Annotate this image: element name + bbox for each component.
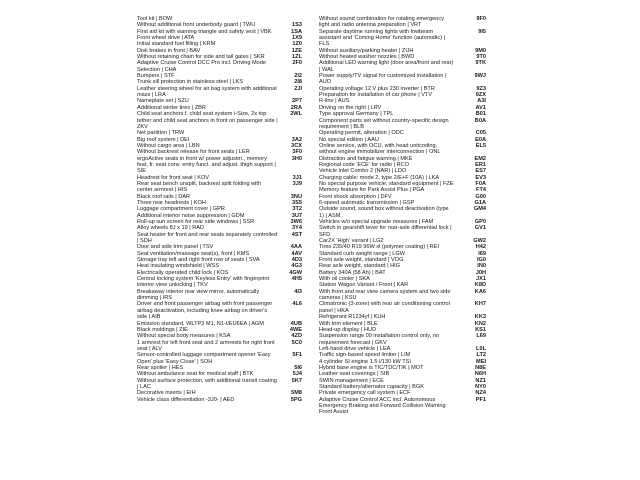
- equipment-description: Driver and front passenger airbag with front passenger airbag deactivation, including knee airbag on driver's side | AIB: [137, 301, 273, 321]
- equipment-code: 3W6: [290, 219, 302, 225]
- equipment-description: With oil cooler | SKA: [319, 276, 370, 283]
- equipment-code: 3U7: [291, 212, 302, 219]
- equipment-code: 1ZL: [292, 54, 302, 61]
- equipment-description: Nameplate set | SZU: [137, 98, 189, 105]
- equipment-description: Operating permit, alteration | ODC: [319, 130, 404, 137]
- equipment-code: 4ZD: [291, 333, 302, 340]
- equipment-code: 2F0: [292, 60, 302, 67]
- equipment-code: 2RA: [290, 104, 302, 111]
- equipment-code: FT4: [476, 187, 486, 194]
- equipment-code: 9ZX: [475, 92, 486, 99]
- equipment-code: 5PG: [290, 396, 302, 403]
- equipment-code: 5I6: [294, 364, 302, 371]
- equipment-description: Additional LED warning light (door area/front and rear) | WAL: [319, 60, 454, 73]
- equipment-code: C05: [475, 130, 486, 137]
- equipment-description: Initial standard fuel filling | KRM: [137, 41, 216, 48]
- equipment-code: B01: [475, 111, 486, 118]
- equipment-code: L69: [476, 333, 486, 340]
- equipment-row: [319, 16, 488, 29]
- equipment-row: [137, 60, 304, 73]
- equipment-description: Without auxiliary/parking heater | ZUH: [319, 47, 414, 54]
- equipment-description: With front and rear view camera system and two side cameras | KSU: [319, 288, 451, 302]
- equipment-code: 9T0: [476, 54, 486, 61]
- equipment-code: 4H5: [291, 276, 302, 283]
- equipment-code: 4AV: [291, 250, 302, 257]
- equipment-code: 2WL: [290, 111, 302, 118]
- equipment-code: 3F0: [292, 149, 302, 156]
- equipment-code: 2P7: [292, 98, 302, 105]
- equipment-description: No special purpose vehicle, standard equipment | FZE: [319, 180, 454, 187]
- equipment-row: [319, 301, 488, 314]
- equipment-description: Separate daytime running lights with lowbeam assistant and 'Coming Home' function (automatic) | FLS: [319, 28, 446, 48]
- equipment-description: Without ambulance seat for medical staff | BTK: [137, 371, 254, 378]
- equipment-description: Station Wagon Variant / Front | KAR: [319, 282, 409, 289]
- equipment-description: Operating voltage 12 V plus 230 inverter | BTR: [319, 85, 435, 92]
- equipment-row: [137, 232, 304, 245]
- equipment-description: Rear spoiler | HES: [137, 364, 184, 371]
- equipment-description: Preparation for installation of car phone | VTV: [319, 92, 433, 99]
- equipment-row: [137, 181, 304, 194]
- equipment-code: 4D3: [291, 257, 302, 264]
- equipment-code: NY0: [475, 383, 486, 390]
- equipment-description: No special edition | AAU: [319, 136, 379, 143]
- equipment-description: Central locking system 'Keyless Entry' with fingerprint interior-view unlocking | TKV: [137, 276, 270, 289]
- equipment-description: Suspension range 09 installation control only, no requirement forecast | GKV: [319, 333, 439, 346]
- equipment-row: [319, 143, 488, 156]
- equipment-row: [137, 111, 304, 130]
- equipment-description: 6-speed automatic transmission | GSP: [319, 199, 415, 206]
- equipment-description: Vehicle inlet Combo 2 (NAR) | LDO: [319, 168, 407, 175]
- equipment-description: Black moldings | ZIE: [137, 326, 188, 333]
- equipment-description: Outside sound, sound box without deactivation (type 1) | ASM: [319, 206, 449, 219]
- equipment-code: L0L: [476, 345, 486, 352]
- equipment-code: JX1: [476, 276, 486, 283]
- equipment-description: Without surface protection, with additional transit coating | LAC: [137, 377, 277, 390]
- equipment-description: Without cargo area | LBN: [137, 142, 200, 149]
- equipment-description: Roll-up sun screen for rear side windows | SSR: [137, 219, 255, 225]
- equipment-code: 9I5: [478, 28, 486, 35]
- equipment-description: Power supply/TV signal for customized installation | AUO: [319, 73, 447, 86]
- equipment-description: Alloy wheels 8J x 19 | RAD: [137, 225, 205, 232]
- equipment-row: [319, 333, 488, 346]
- equipment-description: Tool kit | BOW: [137, 16, 173, 22]
- equipment-description: Front axle weight, standard | VOG: [319, 257, 404, 264]
- equipment-row: [319, 397, 488, 416]
- equipment-description: Additional winter tires | ZBR: [137, 104, 206, 111]
- equipment-description: Without sound combination for rotating emergency light and radio antenna preparation | VRT: [319, 16, 444, 29]
- equipment-description: Battery 340A (58 Ah) | BAT: [319, 269, 386, 276]
- equipment-code: 9WJ: [474, 73, 486, 80]
- equipment-row: [137, 352, 304, 365]
- equipment-code: NZ4: [475, 390, 486, 397]
- equipment-description: Memory feature for Park Assist Plus | PGA: [319, 187, 425, 194]
- equipment-description: Car2X 'High' variant | LG2: [319, 238, 384, 245]
- equipment-code: KK3: [474, 314, 486, 321]
- equipment-code: 1S3: [292, 22, 302, 29]
- equipment-code: 4GW: [289, 269, 302, 276]
- equipment-description: First aid kit with warning triangle and safety vest | VBK: [137, 28, 272, 35]
- equipment-description: Without special body measures | KSA: [137, 333, 231, 340]
- equipment-description: Standard battery/alternator capacity | BGK: [319, 383, 424, 390]
- equipment-code: 5K7: [291, 377, 302, 384]
- equipment-code: 4WE: [289, 326, 302, 333]
- equipment-description: Big roof system | DEI: [137, 136, 190, 143]
- equipment-description: Front wheel drive | ATA: [137, 35, 195, 42]
- equipment-description: Additional interior noise suppression | GDM: [137, 212, 245, 219]
- equipment-code: GV1: [474, 225, 486, 232]
- equipment-row: [137, 289, 304, 302]
- equipment-code: LT2: [476, 352, 486, 359]
- equipment-code: 3T2: [292, 206, 302, 213]
- equipment-row: [137, 397, 304, 403]
- equipment-column-left: [137, 16, 304, 403]
- equipment-description: R-line | AUS: [319, 98, 350, 105]
- equipment-description: Adaptive Cruise Control ACC incl. Autonomous Emergency Braking and Forward Collision Warning Front Assist: [319, 396, 446, 416]
- equipment-code: 9TK: [475, 60, 486, 67]
- equipment-description: Switch in gearshift lever for rear-axle differential lock | SFD: [319, 225, 452, 238]
- equipment-description: Traffic sign-based speed limiter | LIM: [319, 352, 411, 359]
- equipment-code: ES7: [475, 168, 486, 175]
- equipment-code: 5F1: [292, 352, 302, 359]
- equipment-code: PF1: [475, 396, 486, 403]
- equipment-code: EL5: [475, 142, 486, 149]
- equipment-row: [319, 289, 488, 302]
- equipment-description: Three rear headrests | KOH: [137, 199, 206, 206]
- equipment-code: 4G3: [291, 263, 302, 270]
- equipment-description: Leather steering wheel for air bag system with additional mass | LRA: [137, 85, 277, 99]
- equipment-description: Seat heater for front and rear seats separately controlled | SDH: [137, 231, 278, 245]
- equipment-code: KN2: [474, 320, 486, 327]
- equipment-description: Online service, with OCU, with head unitcoding, without engine immobilizer interconnection | ONL: [319, 142, 441, 156]
- equipment-description: Without retaining chain for side and tail gates | SKR: [137, 54, 265, 61]
- equipment-column-right: [319, 16, 488, 416]
- equipment-code: 3J9: [292, 180, 302, 187]
- equipment-code: B0A: [474, 117, 486, 124]
- equipment-description: Climatronic (3-zone) with rear air conditioning control panel | HKA: [319, 301, 450, 314]
- equipment-code: 3NU: [290, 193, 302, 200]
- equipment-code: 9Z3: [476, 85, 486, 92]
- equipment-row: [319, 29, 488, 48]
- equipment-row: [137, 340, 304, 353]
- equipment-description: Trunk sill protection in stainless steel | LKS: [137, 79, 244, 86]
- equipment-code: E0A: [475, 136, 486, 143]
- equipment-description: Private emergency call system | ECF: [319, 390, 411, 397]
- equipment-description: SWIN management | ECE: [319, 377, 384, 384]
- equipment-description: Standard curb weight range | LGW: [319, 250, 406, 257]
- equipment-description: Disk brakes in front | BAV: [137, 47, 201, 54]
- equipment-code: 3J1: [292, 174, 302, 181]
- equipment-code: 3A2: [291, 136, 302, 143]
- equipment-description: Distraction and fatigue warning | MKE: [319, 155, 413, 162]
- equipment-code: KS1: [475, 326, 486, 333]
- equipment-code: AV1: [475, 104, 486, 111]
- equipment-code: N6H: [474, 371, 486, 378]
- equipment-row: [137, 276, 304, 289]
- equipment-code: 9F0: [476, 16, 486, 22]
- equipment-description: Refrigerant R1234yf | KUH: [319, 314, 386, 321]
- equipment-description: Emission standard, WLTP3 M1, N1-I/EU6EA | AGM: [137, 320, 264, 327]
- equipment-description: Component parts set without country-specific design requirement | BLB: [319, 117, 449, 130]
- equipment-code: 1Z0: [292, 41, 302, 48]
- equipment-description: Rear axle weight, standard | HIG: [319, 263, 401, 270]
- equipment-description: Bumpers | STF: [137, 73, 175, 80]
- equipment-description: Rear seat bench unsplit, backrest split folding with center armrest | HIS: [137, 180, 262, 194]
- equipment-description: Door and side trim panel | TSV: [137, 244, 214, 251]
- equipment-description: Leather seat coverings | SIB: [319, 371, 390, 378]
- equipment-code: K8D: [474, 282, 486, 289]
- equipment-description: Front shock absorption | DFV: [319, 193, 392, 200]
- equipment-description: Tires 235/40 R19 96W xl (polymer coating) | REI: [319, 244, 440, 251]
- equipment-description: Without heated washer nozzles | BWD: [319, 54, 415, 61]
- equipment-row: [319, 73, 488, 86]
- equipment-code: ER1: [475, 161, 486, 168]
- equipment-description: Left-hand drive vehicle | LEA: [319, 345, 391, 352]
- equipment-description: Heat insulating windshield | WSS: [137, 263, 219, 270]
- equipment-description: ergoActive seats in front w/ power adjustm., memory feat, fr. seat conv. entry funct. and adjust. thigh support | SIE: [137, 155, 276, 175]
- equipment-code: 3Y4: [292, 225, 302, 232]
- equipment-description: Electrically operated child lock | KOS: [137, 269, 229, 276]
- equipment-code: 2I8: [294, 79, 302, 86]
- equipment-code: G00: [475, 193, 486, 200]
- equipment-description: Head-up display | HUD: [319, 326, 377, 333]
- equipment-description: Sensor-controlled luggage compartment opener 'Easy Open' plus 'Easy Close' | SOH: [137, 352, 271, 365]
- equipment-code: KH7: [474, 301, 486, 308]
- equipment-code: 2JI: [294, 85, 302, 92]
- equipment-description: Vehicles w/o special upgrade measures | FAM: [319, 219, 434, 225]
- equipment-row: [137, 156, 304, 175]
- equipment-description: Driving on the right | LRV: [319, 104, 382, 111]
- equipment-description: Vehicle class differentiation -3J0- | AED: [137, 396, 235, 403]
- equipment-row: [137, 378, 304, 391]
- equipment-code: IN0: [477, 263, 486, 270]
- equipment-code: EV3: [475, 174, 486, 181]
- equipment-description: Without backrest release for front seats | LER: [137, 149, 250, 156]
- equipment-code: 2I2: [294, 73, 302, 80]
- equipment-code: 5J4: [292, 371, 302, 378]
- equipment-row: [319, 60, 488, 73]
- equipment-code: 1ZE: [291, 47, 302, 54]
- equipment-code: 4I3: [294, 288, 302, 295]
- equipment-code: F0A: [475, 180, 486, 187]
- equipment-description: 4 cylinder SI engine 1.5 l/130 kW TSI: [319, 358, 411, 365]
- equipment-row: [137, 301, 304, 320]
- equipment-description: With trim element | BLE: [319, 320, 378, 327]
- equipment-description: Decorative inserts | EIH: [137, 390, 196, 397]
- equipment-description: Luggage compartment cover | GPR: [137, 206, 225, 213]
- equipment-description: Breakaway interior rear view mirror, automatically dimming | IRS: [137, 288, 260, 302]
- equipment-code: J0H: [475, 269, 486, 276]
- equipment-code: EM2: [474, 155, 486, 162]
- equipment-code: NZ1: [475, 377, 486, 384]
- equipment-code: 4UB: [290, 320, 302, 327]
- equipment-code: 1SA: [291, 28, 302, 35]
- equipment-description: Headrest for front seat | KOV: [137, 174, 210, 181]
- equipment-code: 3CX: [291, 142, 302, 149]
- equipment-description: Net partition | TRW: [137, 130, 185, 137]
- equipment-description: Type approval Germany | TPL: [319, 111, 394, 118]
- equipment-description: Black roof rails | DAR: [137, 193, 191, 200]
- equipment-code: A3I: [477, 98, 486, 105]
- equipment-row: [137, 86, 304, 99]
- equipment-code: 4AA: [290, 244, 302, 251]
- equipment-row: [319, 206, 488, 219]
- equipment-code: 5C0: [291, 339, 302, 346]
- equipment-description: Regional code 'ECE' for radio | RCO: [319, 161, 410, 168]
- equipment-description: Storage tray left and right front row of seats | SVA: [137, 257, 260, 264]
- equipment-code: N8E: [475, 364, 486, 371]
- equipment-description: Hybrid base engine is TIC/TDC/TIK | MOT: [319, 364, 424, 371]
- equipment-code: G1A: [474, 199, 486, 206]
- equipment-row: [319, 225, 488, 238]
- equipment-description: Without additional front underbody guard | TWU: [137, 22, 256, 29]
- equipment-code: I69: [478, 250, 486, 257]
- equipment-description: 1 armrest for left front seat and 2 armrests for right front seat | ALV: [137, 339, 275, 352]
- equipment-code: 5M8: [291, 390, 302, 397]
- equipment-code: 3S5: [292, 199, 302, 206]
- equipment-description: Charging cable: mode 2, type 2/E+F (10A) | LKA: [319, 174, 440, 181]
- equipment-code: 3H0: [291, 155, 302, 162]
- equipment-code: KA6: [474, 288, 486, 295]
- equipment-code: 9M0: [475, 47, 486, 54]
- equipment-code: GM4: [473, 206, 486, 213]
- equipment-description: Adaptive Cruise Control DCC Pro incl. Driving Mode Selection | CHA: [137, 60, 267, 73]
- equipment-code: H42: [475, 244, 486, 251]
- equipment-description: Child seat anchors f. child seat system i-Size, 2x top tether and child seat anchors in front on passenger side | ZKV: [137, 111, 278, 130]
- equipment-code: IG0: [476, 257, 486, 264]
- equipment-code: GP0: [474, 219, 486, 225]
- equipment-row: [319, 118, 488, 131]
- equipment-code: 1X9: [292, 35, 302, 42]
- equipment-code: GW2: [473, 238, 486, 245]
- equipment-code: MEI: [476, 358, 486, 365]
- equipment-description: Seat ventilation/massage seat(s), front | KMS: [137, 250, 250, 257]
- equipment-code: 4L6: [292, 301, 302, 308]
- equipment-code: 4ST: [291, 231, 302, 238]
